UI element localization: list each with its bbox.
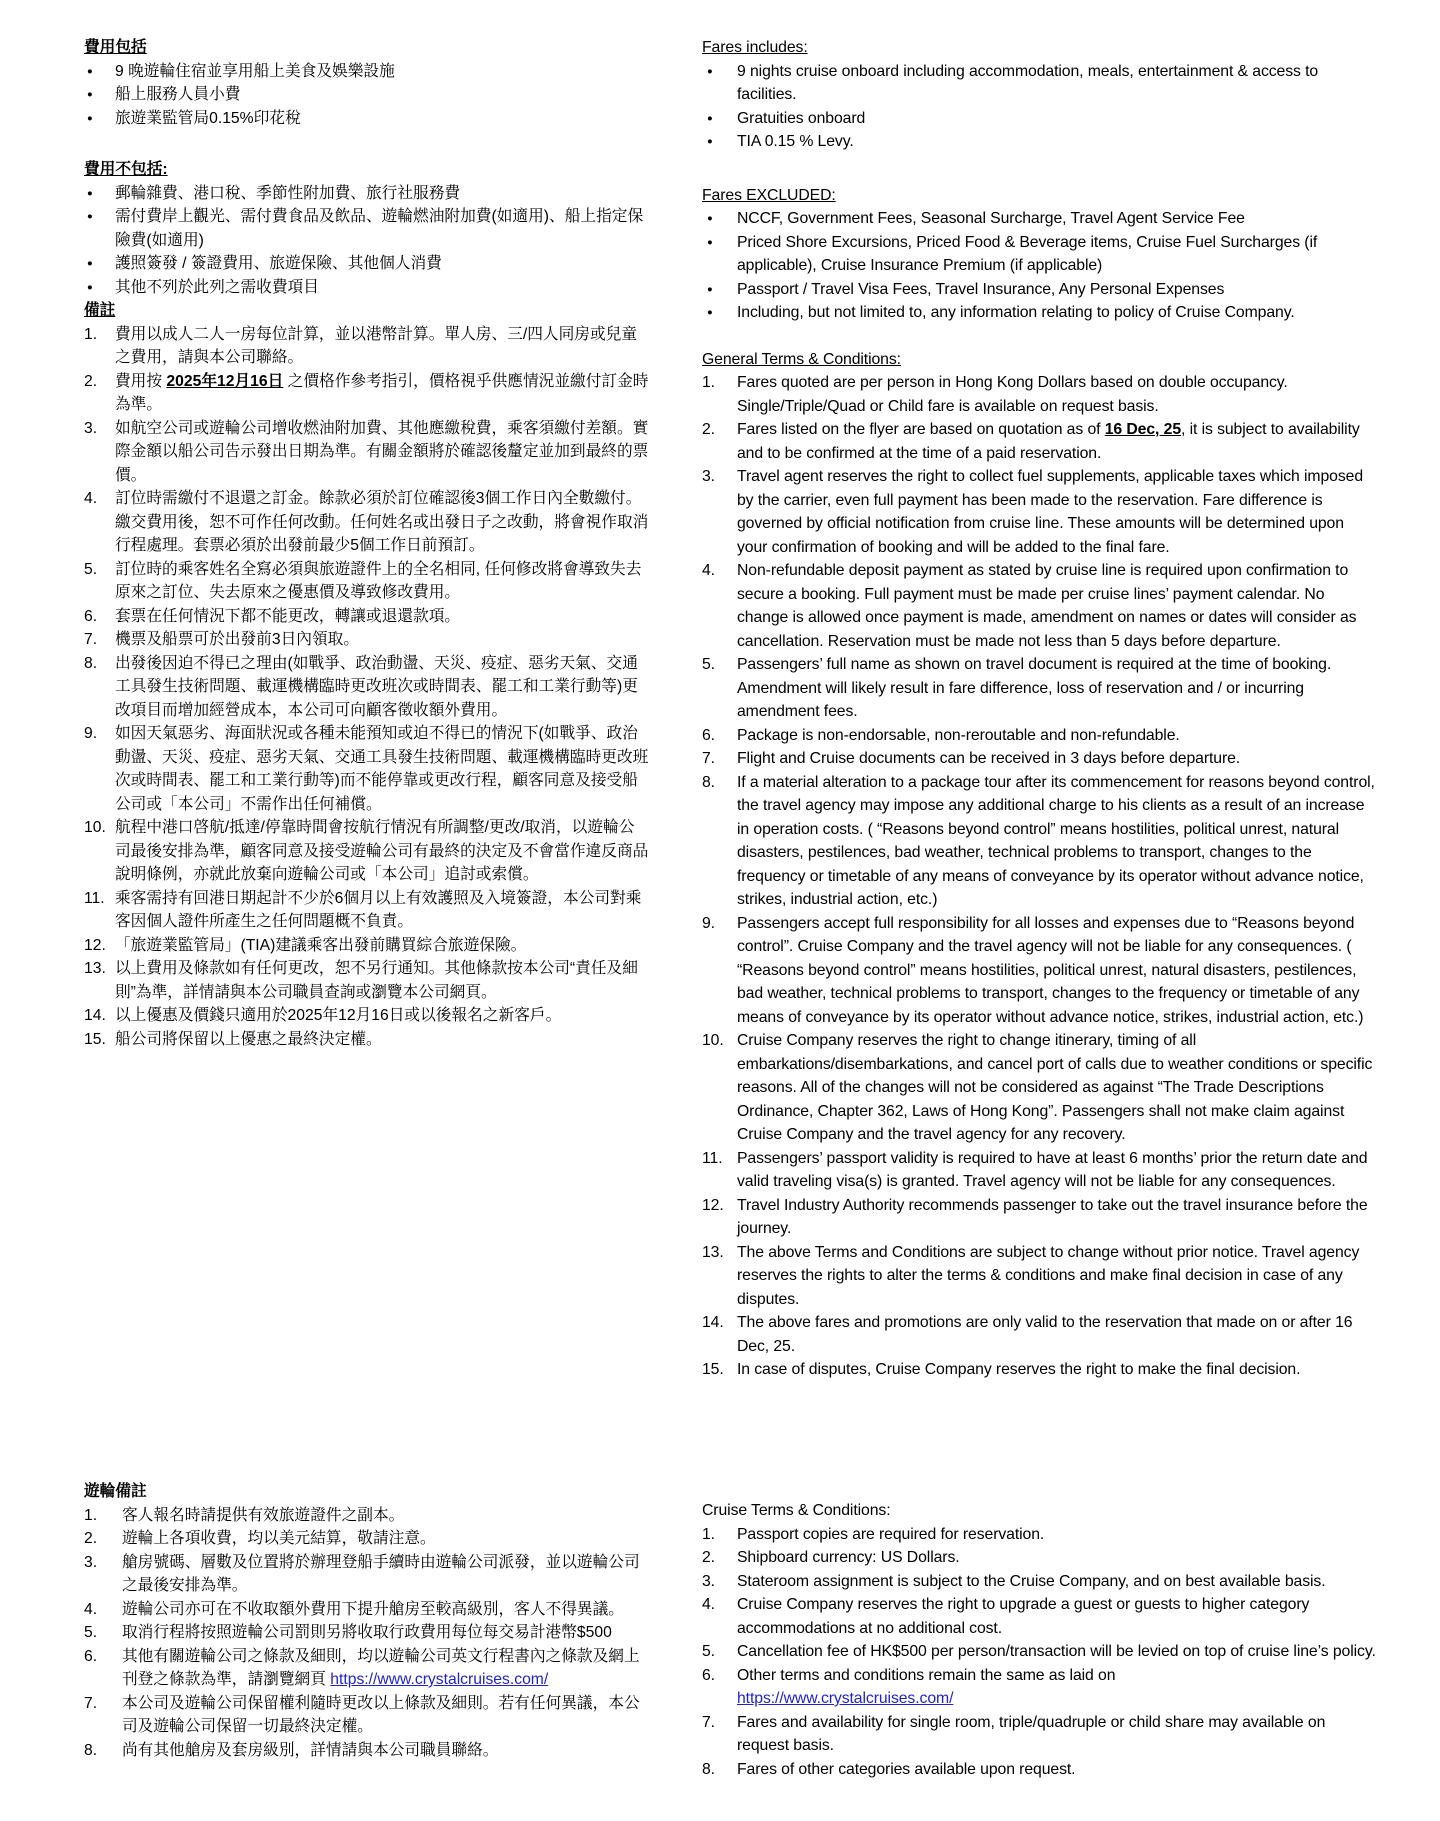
text-segment: 護照簽發 / 簽證費用、旅遊保險、其他個人消費 <box>115 255 442 272</box>
text-segment: 取消行程將按照遊輪公司罰則另將收取行政費用每位每交易計港幣$500 <box>122 1624 612 1641</box>
numbered-item <box>702 1241 1378 1312</box>
text-segment: Including, but not limited to, any information relating to policy of Cruise Company. <box>737 304 1295 321</box>
numbered-item <box>702 747 1378 771</box>
item-number: 13. <box>702 1243 724 1261</box>
item-number: 1. <box>702 1525 715 1543</box>
numbered-item <box>84 1645 650 1692</box>
text-segment: Passengers’ passport validity is required to have at least 6 months’ prior the return date and valid traveling visa(s) is granted. Travel agency will not be liable for any consequences. <box>737 1149 1372 1190</box>
numbered-list <box>84 323 650 1052</box>
item-text <box>737 1546 1378 1570</box>
text-segment: Passengers’ full name as shown on travel document is required at the time of booking. Amendment will likely result in fare difference, loss of reservation and / or incurring amendment fees. <box>737 656 1335 720</box>
text-segment: 9 nights cruise onboard including accommodation, meals, entertainment & access to facilities. <box>737 62 1323 103</box>
item-text <box>737 465 1378 559</box>
bullet-item <box>84 276 650 300</box>
text-segment: 機票及船票可於出發前3日內領取。 <box>115 631 360 648</box>
text-segment: Travel Industry Authority recommends passenger to take out the travel insurance before the journey. <box>737 1196 1372 1237</box>
item-text <box>737 1029 1378 1147</box>
item-number: 7. <box>702 1713 715 1731</box>
item-text <box>115 83 650 107</box>
numbered-item <box>84 323 650 370</box>
item-number: 5. <box>702 1643 715 1660</box>
text-segment: 船上服務人員小費 <box>115 86 241 103</box>
bullet-item <box>702 207 1378 231</box>
numbered-item <box>702 724 1378 748</box>
numbered-item <box>84 487 650 558</box>
numbered-list <box>702 1523 1378 1782</box>
item-text <box>115 252 650 276</box>
numbered-item <box>702 371 1378 418</box>
bullet-item <box>702 60 1378 107</box>
text-segment: 訂位時需繳付不退還之訂金。餘款必須於訂位確認後3個工作日內全數繳付。繳交費用後，恕不可作任何改動。任何姓名或出發日子之改動，將會視作取消行程處理。套票必須於出發前最少5個工作日前預訂。 <box>115 490 649 554</box>
numbered-item <box>702 1570 1378 1594</box>
text-segment: Fares and availability for single room, triple/quadruple or child share may available on request basis. <box>737 1713 1330 1754</box>
text-segment: Non-refundable deposit payment as stated by cruise line is required upon confirmation to secure a booking. Full payment must be made per cruise lines’ payment calendar. No change is allowed once payment is made, amendment on names or dates will consider as cancellation. Reservation must be made not less than 5 days before departure. <box>737 562 1361 650</box>
bullet-item <box>84 182 650 206</box>
item-text <box>122 1527 650 1551</box>
numbered-item <box>702 1194 1378 1241</box>
item-text <box>115 887 650 934</box>
text-segment: The above Terms and Conditions are subject to change without prior notice. Travel agency reserves the rights to alter the terms & conditions and make final decision in case of any disputes. <box>737 1243 1364 1308</box>
text-segment: Stateroom assignment is subject to the Cruise Company, and on best available basis. <box>737 1572 1326 1590</box>
item-number: 5. <box>702 656 715 673</box>
item-number: 7. <box>84 631 98 648</box>
item-number: 12. <box>84 936 106 954</box>
item-number: 7. <box>702 750 715 767</box>
item-text <box>115 60 650 84</box>
numbered-item <box>84 1527 650 1551</box>
item-number: 11. <box>702 1149 723 1167</box>
text-segment: 航程中港口啓航/抵達/停靠時間會按航行情況有所調整/更改/取消，以遊輪公司最後安排為準，顧客同意及接受遊輪公司有最終的決定及不會當作違反商品說明條例，亦就此放棄向遊輪公司或「本公司」追討或索償。 <box>115 819 649 883</box>
item-text <box>122 1504 650 1528</box>
item-text <box>115 1004 650 1028</box>
item-text <box>737 278 1378 302</box>
bullet-item <box>702 278 1378 302</box>
item-text <box>737 747 1378 771</box>
numbered-list <box>702 371 1378 1382</box>
numbered-item <box>84 1598 650 1622</box>
numbered-item <box>84 1004 650 1028</box>
numbered-item <box>702 1664 1378 1711</box>
section-heading: 費用不包括: <box>84 161 168 178</box>
bullet-icon: ● <box>87 65 93 77</box>
item-text <box>737 1147 1378 1194</box>
numbered-item <box>702 771 1378 912</box>
numbered-item <box>84 628 650 652</box>
bullet-icon: ● <box>87 281 93 293</box>
numbered-item <box>702 1593 1378 1640</box>
numbered-item <box>84 816 650 887</box>
item-text <box>115 957 650 1004</box>
text-segment: Fares listed on the flyer are based on quotation as of <box>737 421 1105 438</box>
numbered-item <box>702 1711 1378 1758</box>
item-number: 6. <box>84 1647 98 1665</box>
item-text <box>115 628 650 652</box>
bullet-item <box>84 83 650 107</box>
numbered-item <box>702 1358 1378 1382</box>
text-segment: Gratuities onboard <box>737 109 866 127</box>
item-number: 14. <box>702 1314 724 1331</box>
numbered-item <box>84 558 650 605</box>
bullet-item <box>702 301 1378 325</box>
item-number: 10. <box>84 819 106 836</box>
text-segment: 船公司將保留以上優惠之最終決定權。 <box>115 1030 382 1048</box>
section-gap <box>702 154 1378 184</box>
text-segment: Passport copies are required for reservation. <box>737 1525 1045 1543</box>
item-text <box>737 1311 1378 1358</box>
item-text <box>737 1640 1378 1664</box>
item-number: 4. <box>702 562 715 579</box>
bullet-list <box>84 60 650 131</box>
item-text <box>737 1194 1378 1241</box>
item-number: 15. <box>84 1030 106 1048</box>
text-segment: 9 晚遊輪住宿並享用船上美食及娛樂設施 <box>115 62 395 80</box>
item-number: 2. <box>702 1549 715 1566</box>
text-segment: Fares quoted are per person in Hong Kong Dollars based on double occupancy. Single/Triple/Quad or Child fare is available on request basis. <box>737 374 1293 415</box>
chinese-cruise-notes-column <box>84 1480 650 1762</box>
bullet-item <box>84 252 650 276</box>
numbered-item <box>702 418 1378 465</box>
bullet-icon: ● <box>87 112 93 124</box>
item-text <box>737 1570 1378 1594</box>
item-text <box>115 370 650 417</box>
bullet-item <box>702 130 1378 154</box>
section-heading: Cruise Terms & Conditions: <box>702 1502 891 1519</box>
bullet-list <box>84 182 650 300</box>
item-text <box>737 231 1378 278</box>
item-text <box>115 107 650 131</box>
numbered-item <box>702 1546 1378 1570</box>
numbered-item <box>702 1758 1378 1782</box>
item-text <box>737 1664 1378 1711</box>
crystal-cruises-link[interactable]: https://www.crystalcruises.com/ <box>737 1690 954 1707</box>
text-segment: 艙房號碼、層數及位置將於辦理登船手續時由遊輪公司派發，並以遊輪公司之最後安排為準。 <box>122 1553 640 1594</box>
numbered-item <box>84 1551 650 1598</box>
item-number: 3. <box>84 419 98 437</box>
section-heading: 備註 <box>84 302 116 319</box>
item-text <box>737 1241 1378 1312</box>
crystal-cruises-link[interactable]: https://www.crystalcruises.com/ <box>330 1671 549 1688</box>
text-segment: 客人報名時請提供有效旅遊證件之副本。 <box>122 1506 405 1524</box>
item-text <box>115 934 650 958</box>
item-text <box>115 276 650 300</box>
item-text <box>737 1358 1378 1382</box>
item-number: 8. <box>84 1741 98 1759</box>
text-segment: 如因天氣惡劣、海面狀況或各種未能預知或迫不得已的情況下(如戰爭、政治動盪、天災、疫症、惡劣天氣、交通工具發生技術問題、載運機構臨時更改班次或時間表、罷工和工業行動等)而不能停靠或更改行程，顧客同意及接受船公司或「本公司」不需作出任何補償。 <box>115 725 649 813</box>
text-segment: 遊輪上各項收費，均以美元結算，敬請注意。 <box>122 1530 436 1547</box>
item-number: 3. <box>84 1553 98 1571</box>
text-segment: 出發後因迫不得已之理由(如戰爭、政治動盪、天災、疫症、惡劣天氣、交通工具發生技術問題、載運機構臨時更改班次或時間表、罷工和工業行動等)更改項目而增加經營成本，本公司可向顧客徵收額外費用。 <box>115 654 638 719</box>
text-segment: 其他有關遊輪公司之條款及細則，均以遊輪公司英文行程書內之條款及網上刊登之條款為準，請瀏覽網頁 <box>122 1647 640 1688</box>
item-text <box>737 371 1378 418</box>
numbered-item <box>702 912 1378 1030</box>
numbered-item <box>84 1692 650 1739</box>
item-text <box>737 1523 1378 1547</box>
bullet-item <box>84 107 650 131</box>
numbered-item <box>702 653 1378 724</box>
item-text <box>737 207 1378 231</box>
item-text <box>115 605 650 629</box>
text-segment: 之價格作參考指引，價格視乎供應情況並繳付訂金時為準。 <box>115 372 649 413</box>
bullet-item <box>702 107 1378 131</box>
text-segment: 需付費岸上觀光、需付費食品及飲品、遊輪燃油附加費(如適用)、船上指定保險費(如適用) <box>115 208 644 249</box>
item-text <box>737 912 1378 1030</box>
item-number: 12. <box>702 1196 724 1214</box>
text-segment: Package is non-endorsable, non-reroutable and non-refundable. <box>737 726 1180 744</box>
numbered-item <box>84 1621 650 1645</box>
numbered-item <box>702 1029 1378 1147</box>
numbered-item <box>84 887 650 934</box>
text-segment: , it is subject to availability and to be confirmed at the time of a paid reservation. <box>737 421 1364 462</box>
text-segment: 費用以成人二人一房每位計算，並以港幣計算。單人房、三/四人同房或兒童之費用，請與本公司聯絡。 <box>115 325 638 366</box>
highlight-date: 2025年12月16日 <box>166 372 284 390</box>
highlight-date: 16 Dec, 25 <box>1104 421 1182 438</box>
english-terms-column <box>702 36 1378 1382</box>
item-text <box>737 130 1378 154</box>
section-heading: Fares EXCLUDED: <box>702 186 836 204</box>
text-segment: 旅遊業監管局0.15%印花稅 <box>115 109 301 127</box>
text-segment: TIA 0.15 % Levy. <box>737 133 854 150</box>
item-text <box>737 559 1378 653</box>
item-text <box>115 205 650 252</box>
section-heading: 遊輪備註 <box>84 1483 147 1500</box>
item-text <box>115 323 650 370</box>
text-segment: 訂位時的乘客姓名全寫必須與旅遊證件上的全名相同, 任何修改將會導致失去原來之訂位、失去原來之優惠價及導致修改費用。 <box>115 560 642 601</box>
item-number: 1. <box>84 1506 98 1524</box>
item-number: 13. <box>84 960 106 977</box>
text-segment: Shipboard currency: US Dollars. <box>737 1549 960 1566</box>
bullet-item <box>84 60 650 84</box>
item-text <box>737 724 1378 748</box>
item-number: 1. <box>702 374 715 391</box>
text-segment: 以上費用及條款如有任何更改，恕不另行通知。其他條款按本公司“責任及細則”為準，詳情請與本公司職員查詢或瀏覽本公司網頁。 <box>115 960 638 1001</box>
bullet-icon: ● <box>707 307 713 318</box>
text-segment: 乘客需持有回港日期起計不少於6個月以上有效護照及入境簽證，本公司對乘客因個人證件所產生之任何問題概不負責。 <box>115 889 642 930</box>
bullet-item <box>84 205 650 252</box>
text-segment: 本公司及遊輪公司保留權利隨時更改以上條款及細則。若有任何異議，本公司及遊輪公司保留一切最終決定權。 <box>122 1694 640 1735</box>
item-text <box>115 652 650 723</box>
text-segment: 費用按 <box>115 372 167 390</box>
item-text <box>737 1758 1378 1782</box>
item-number: 11. <box>84 889 105 907</box>
numbered-item <box>702 1640 1378 1664</box>
text-segment: Cancellation fee of HK$500 per person/transaction will be levied on top of cruise line’s policy. <box>737 1643 1376 1660</box>
item-number: 2. <box>702 421 715 438</box>
item-text <box>115 487 650 558</box>
item-text <box>122 1645 650 1692</box>
item-number: 5. <box>84 1624 98 1641</box>
item-number: 8. <box>84 654 98 672</box>
item-number: 4. <box>702 1596 715 1613</box>
item-text <box>115 722 650 816</box>
section-heading: 費用包括 <box>84 39 147 56</box>
item-number: 6. <box>84 607 98 625</box>
text-segment: Passengers accept full responsibility for all losses and expenses due to “Reasons beyond control”. Cruise Company and the travel agency will not be liable for any consequences. ( “Reasons beyond control” means hostilities, political unrest, natural disasters, pestilences, bad weather, technical problems to transport, changes to the frequency or timetable of any means of conveyance by its operator without advance notice, strikes, industrial action, etc.) <box>737 914 1364 1026</box>
text-segment: 以上優惠及價錢只適用於2025年12月16日或以後報名之新客戶。 <box>115 1007 562 1024</box>
item-number: 4. <box>84 1600 98 1618</box>
item-text <box>122 1621 650 1645</box>
numbered-item <box>84 957 650 1004</box>
item-text <box>737 107 1378 131</box>
text-segment: Priced Shore Excursions, Priced Food & Beverage items, Cruise Fuel Surcharges (if applicable), Cruise Insurance Premium (if applicable) <box>737 233 1322 274</box>
item-text <box>122 1551 650 1598</box>
item-number: 6. <box>702 726 715 744</box>
text-segment: NCCF, Government Fees, Seasonal Surcharge, Travel Agent Service Fee <box>737 210 1245 227</box>
item-text <box>737 418 1378 465</box>
text-segment: 尚有其他艙房及套房級別，詳情請與本公司職員聯絡。 <box>122 1741 499 1759</box>
text-segment: The above fares and promotions are only valid to the reservation that made on or after 16 Dec, 25. <box>737 1314 1357 1355</box>
text-segment: Cruise Company reserves the right to upgrade a guest or guests to higher category accommodations at no additional cost. <box>737 1596 1314 1637</box>
item-number: 2. <box>84 1530 98 1547</box>
bullet-icon: ● <box>87 89 93 100</box>
numbered-item <box>84 1028 650 1052</box>
numbered-item <box>702 1523 1378 1547</box>
bullet-item <box>702 231 1378 278</box>
item-text <box>115 182 650 206</box>
section-gap <box>84 130 650 158</box>
text-segment: Flight and Cruise documents can be received in 3 days before departure. <box>737 750 1241 767</box>
item-number: 3. <box>702 1572 715 1590</box>
numbered-item <box>84 1504 650 1528</box>
numbered-item <box>84 652 650 723</box>
numbered-item <box>84 1739 650 1763</box>
bullet-icon: ● <box>87 187 93 199</box>
bullet-icon: ● <box>87 211 93 222</box>
item-number: 14. <box>84 1007 106 1024</box>
text-segment: 套票在任何情況下都不能更改，轉讓或退還款項。 <box>115 607 461 625</box>
text-segment: Passport / Travel Visa Fees, Travel Insurance, Any Personal Expenses <box>737 280 1225 298</box>
text-segment: Other terms and conditions remain the same as laid on <box>737 1666 1116 1684</box>
numbered-item <box>84 934 650 958</box>
numbered-item <box>702 465 1378 559</box>
item-text <box>115 417 650 488</box>
item-text <box>115 816 650 887</box>
bullet-icon: ● <box>87 258 93 269</box>
bullet-list <box>702 207 1378 325</box>
bullet-icon: ● <box>707 136 713 147</box>
item-text <box>122 1598 650 1622</box>
item-number: 7. <box>84 1694 98 1712</box>
bullet-icon: ● <box>707 283 713 295</box>
item-number: 15. <box>702 1361 724 1378</box>
item-text <box>122 1739 650 1763</box>
text-segment: 「旅遊業監管局」(TIA)建議乘客出發前購買綜合旅遊保險。 <box>115 936 527 954</box>
item-number: 3. <box>702 468 715 485</box>
item-text <box>115 558 650 605</box>
numbered-item <box>84 722 650 816</box>
text-segment: 遊輪公司亦可在不收取額外費用下提升艙房至較高級別，客人不得異議。 <box>122 1600 624 1618</box>
item-number: 1. <box>84 325 98 343</box>
text-segment: If a material alteration to a package tour after its commencement for reasons beyond control, the travel agency may impose any additional charge to his clients as a result of an increase in operation costs. ( “Reasons beyond control” means hostilities, political unrest, natural disasters, pestilences, bad weather, technical problems to transport, changes to the frequency or timetable of any means of conveyance by its operator without advance notice, strikes, industrial action, etc.) <box>737 773 1380 908</box>
bullet-icon: ● <box>707 213 713 224</box>
bullet-icon: ● <box>707 65 713 77</box>
bullet-list <box>702 60 1378 154</box>
bullet-icon: ● <box>707 112 713 124</box>
numbered-list <box>84 1504 650 1763</box>
numbered-item <box>84 417 650 488</box>
item-number: 9. <box>702 914 715 932</box>
numbered-item <box>702 1311 1378 1358</box>
item-number: 2. <box>84 372 98 390</box>
text-segment: 如航空公司或遊輪公司增收燃油附加費、其他應繳稅費，乘客須繳付差額。實際金額以船公司告示發出日期為準。有關金額將於確認後釐定並加到最終的票價。 <box>115 419 649 484</box>
chinese-terms-column <box>84 36 650 1051</box>
numbered-item <box>84 605 650 629</box>
item-number: 8. <box>702 1760 715 1778</box>
text-segment: 其他不列於此列之需收費項目 <box>115 278 319 296</box>
section-heading: General Terms & Conditions: <box>702 350 901 368</box>
item-text <box>737 771 1378 912</box>
item-text <box>115 1028 650 1052</box>
section-gap <box>702 325 1378 348</box>
numbered-item <box>702 559 1378 653</box>
item-text <box>737 60 1378 107</box>
text-segment: Travel agent reserves the right to collect fuel supplements, applicable taxes which imposed by the carrier, even full payment has been made to the reservation. Fare difference is governed by official notification from cruise line. These amounts will be determined upon your confirmation of booking and will be added to the final fare. <box>737 468 1368 556</box>
item-text <box>737 653 1378 724</box>
item-text <box>122 1692 650 1739</box>
item-number: 8. <box>702 773 715 791</box>
item-number: 6. <box>702 1666 715 1684</box>
text-segment: 郵輪雜費、港口稅、季節性附加費、旅行社服務費 <box>115 184 461 202</box>
numbered-item <box>84 370 650 417</box>
section-heading: Fares includes: <box>702 39 808 56</box>
item-number: 10. <box>702 1032 724 1049</box>
item-text <box>737 1711 1378 1758</box>
text-segment: Fares of other categories available upon request. <box>737 1760 1076 1778</box>
item-number: 4. <box>84 490 98 507</box>
text-segment: Cruise Company reserves the right to change itinerary, timing of all embarkations/disembarkations, and cancel port of calls due to weather conditions or specific reasons. All of the changes will not be considered as against “The Trade Descriptions Ordinance, Chapter 362, Laws of Hong Kong”. Passengers shall not make claim against Cruise Company and the travel agency for any recovery. <box>737 1032 1377 1143</box>
item-number: 5. <box>84 560 98 578</box>
bullet-icon: ● <box>707 236 713 248</box>
numbered-item <box>702 1147 1378 1194</box>
item-text <box>737 301 1378 325</box>
text-segment: In case of disputes, Cruise Company reserves the right to make the final decision. <box>737 1361 1301 1378</box>
item-number: 9. <box>84 725 98 742</box>
english-cruise-notes-column <box>702 1499 1378 1781</box>
item-text <box>737 1593 1378 1640</box>
